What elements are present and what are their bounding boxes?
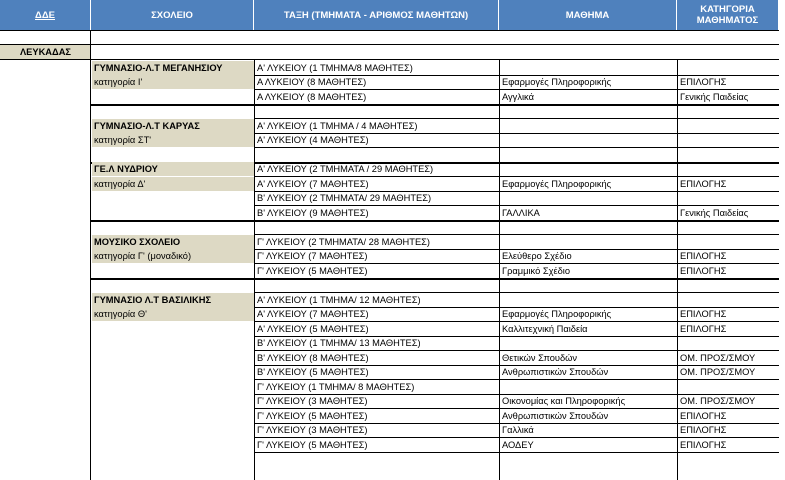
cell-school: [92, 90, 254, 104]
cell-class: [255, 278, 499, 292]
cell-category: [678, 191, 779, 205]
cell-subject: [500, 293, 677, 307]
cell-category: [678, 119, 779, 133]
cell-subject: [500, 119, 677, 133]
cell-class: [255, 220, 499, 234]
cell-category: [678, 162, 779, 176]
cell-subject: [500, 278, 677, 292]
cell-category: [678, 220, 779, 234]
cell-class: Α' ΛΥΚΕΙΟΥ (4 ΜΑΘΗΤΕΣ): [257, 135, 369, 145]
cell-class: [255, 148, 499, 162]
cell-category: [678, 380, 779, 394]
cell-class: Γ' ΛΥΚΕΙΟΥ (5 ΜΑΘΗΤΕΣ): [257, 439, 368, 450]
cell-subject: [500, 235, 677, 249]
cell-school: κατηγορία Θ': [92, 307, 254, 321]
cell-class: Β' ΛΥΚΕΙΟΥ (5 ΜΑΘΗΤΕΣ): [257, 367, 369, 377]
cell-category: [678, 61, 779, 75]
cell-subject: Καλλιτεχνική Παιδεία: [502, 323, 588, 334]
cell-school: [92, 365, 254, 379]
cell-school: [92, 206, 254, 220]
cell-school: ΓΥΜΝΑΣΙΟ Λ.Τ ΒΑΣΙΛΙΚΗΣ: [92, 293, 254, 307]
cell-class: Α' ΛΥΚΕΙΟΥ (1 ΤΜΗΜΑ/8 ΜΑΘΗΤΕΣ): [257, 62, 413, 73]
cell-subject: Θετικών Σπουδών: [502, 352, 578, 363]
cell-subject: Ανθρωπιστικών Σπουδών: [502, 410, 609, 421]
dde-name-cell: [0, 45, 91, 59]
cell-school: ΓΕ.Λ ΝΥΔΡΙΟΥ: [92, 162, 254, 176]
header-dde: [0, 0, 91, 30]
cell-subject: Εφαρμογές Πληροφορικής: [502, 309, 612, 319]
row-separator: [254, 452, 779, 453]
cell-subject: Εφαρμογές Πληροφορικής: [502, 178, 612, 189]
cell-class: Α' ΛΥΚΕΙΟΥ (1 ΤΜΗΜΑ/ 12 ΜΑΘΗΤΕΣ): [257, 294, 421, 305]
cell-category: ΕΠΙΛΟΓΗΣ: [680, 77, 727, 87]
cell-category: ΕΠΙΛΟΓΗΣ: [680, 265, 727, 276]
cell-class: Γ' ΛΥΚΕΙΟΥ (5 ΜΑΘΗΤΕΣ): [257, 265, 368, 276]
cell-subject: [500, 61, 677, 75]
column-divider: [499, 60, 500, 480]
cell-category: ΟΜ. ΠΡΟΣ/ΣΜΟΥ: [680, 396, 756, 406]
cell-school: [92, 351, 254, 365]
header-category-line1: ΚΑΤΗΓΟΡΙΑ: [700, 4, 755, 15]
cell-class: Β' ΛΥΚΕΙΟΥ (8 ΜΑΘΗΤΕΣ): [257, 352, 369, 363]
cell-subject: Αγγλικά: [502, 91, 534, 102]
cell-subject: ΑΟΔΕΥ: [502, 439, 534, 450]
header-dde-label: ΔΔΕ: [35, 9, 55, 21]
header-category-line2: ΜΑΘΗΜΑΤΟΣ: [696, 15, 759, 26]
cell-category: ΕΠΙΛΟΓΗΣ: [680, 178, 727, 189]
cell-school: [92, 423, 254, 437]
column-divider: [677, 60, 678, 480]
cell-subject: [500, 336, 677, 350]
cell-class: Α' ΛΥΚΕΙΟΥ (5 ΜΑΘΗΤΕΣ): [257, 323, 369, 334]
cell-subject: Οικονομίας και Πληροφορικής: [502, 396, 626, 406]
cell-subject: [500, 162, 677, 176]
cell-class: [255, 104, 499, 118]
cell-subject: Γαλλικά: [502, 425, 534, 435]
cell-school: [92, 409, 254, 423]
cell-class: Α' ΛΥΚΕΙΟΥ (1 ΤΜΗΜΑ / 4 ΜΑΘΗΤΕΣ): [257, 120, 418, 131]
cell-subject: [500, 104, 677, 118]
cell-school: κατηγορία ΣΤ': [92, 133, 254, 147]
cell-subject: Ανθρωπιστικών Σπουδών: [502, 367, 609, 377]
cell-school: [92, 394, 254, 408]
cell-subject: [500, 148, 677, 162]
cell-category: [678, 293, 779, 307]
cell-school: κατηγορία Γ' (μοναδικό): [92, 249, 254, 263]
cell-category: ΟΜ. ΠΡΟΣ/ΣΜΟΥ: [680, 352, 756, 363]
cell-class: Γ' ΛΥΚΕΙΟΥ (7 ΜΑΘΗΤΕΣ): [257, 251, 368, 261]
cell-class: Γ' ΛΥΚΕΙΟΥ (5 ΜΑΘΗΤΕΣ): [257, 410, 368, 421]
cell-school: [92, 438, 254, 452]
cell-school: [92, 220, 254, 234]
cell-category: ΕΠΙΛΟΓΗΣ: [680, 251, 727, 261]
cell-class: Α' ΛΥΚΕΙΟΥ (2 ΤΜΗΜΑΤΑ / 29 ΜΑΘΗΤΕΣ): [257, 164, 434, 174]
cell-school: [92, 336, 254, 350]
cell-category: [678, 133, 779, 147]
cell-category: [678, 278, 779, 292]
cell-class: Α' ΛΥΚΕΙΟΥ (7 ΜΑΘΗΤΕΣ): [257, 309, 369, 319]
cell-class: Α' ΛΥΚΕΙΟΥ (7 ΜΑΘΗΤΕΣ): [257, 178, 369, 189]
cell-subject: [500, 220, 677, 234]
header-subject-label: ΜΑΘΗΜΑ: [565, 9, 610, 21]
cell-category: ΟΜ. ΠΡΟΣ/ΣΜΟΥ: [680, 367, 756, 377]
cell-class: Β' ΛΥΚΕΙΟΥ (1 ΤΜΗΜΑ/ 13 ΜΑΘΗΤΕΣ): [257, 338, 421, 348]
cell-category: ΕΠΙΛΟΓΗΣ: [680, 410, 727, 421]
header-subject: [499, 0, 677, 30]
cell-category: [678, 336, 779, 350]
header-class: [254, 0, 499, 30]
grid-line: [0, 44, 779, 45]
grid-line: [0, 30, 779, 31]
cell-school: ΓΥΜΝΑΣΙΟ-Λ.Τ ΚΑΡΥΑΣ: [92, 119, 254, 133]
cell-class: Α ΛΥΚΕΙΟΥ (8 ΜΑΘΗΤΕΣ): [257, 91, 367, 102]
cell-category: [678, 104, 779, 118]
column-divider: [90, 30, 91, 480]
dde-name: ΛΕΥΚΑΔΑΣ: [19, 47, 71, 57]
header-school-label: ΣΧΟΛΕΙΟ: [151, 9, 193, 21]
cell-subject: Ελεύθερο Σχέδιο: [502, 251, 572, 261]
grid-line: [0, 59, 779, 60]
cell-category: Γενικής Παιδείας: [680, 207, 749, 218]
cell-class: Γ' ΛΥΚΕΙΟΥ (1 ΤΜΗΜΑ/ 8 ΜΑΘΗΤΕΣ): [257, 381, 415, 392]
cell-school: [92, 322, 254, 336]
cell-subject: [500, 133, 677, 147]
cell-category: ΕΠΙΛΟΓΗΣ: [680, 309, 727, 319]
cell-class: Β' ΛΥΚΕΙΟΥ (2 ΤΜΗΜΑΤΑ/ 29 ΜΑΘΗΤΕΣ): [257, 193, 432, 203]
cell-school: [92, 264, 254, 278]
cell-school: [92, 104, 254, 118]
cell-school: κατηγορία Ι': [92, 75, 254, 89]
cell-subject: Εφαρμογές Πληροφορικής: [502, 77, 612, 87]
cell-class: Α ΛΥΚΕΙΟΥ (8 ΜΑΘΗΤΕΣ): [257, 77, 367, 87]
header-school: [91, 0, 254, 30]
cell-class: Γ' ΛΥΚΕΙΟΥ (3 ΜΑΘΗΤΕΣ): [257, 425, 368, 435]
cell-category: [678, 148, 779, 162]
cell-subject: [500, 191, 677, 205]
cell-school: κατηγορία Δ': [92, 177, 254, 191]
cell-school: ΜΟΥΣΙΚΟ ΣΧΟΛΕΙΟ: [92, 235, 254, 249]
cell-school: [92, 278, 254, 292]
cell-school: ΓΥΜΝΑΣΙΟ-Λ.Τ ΜΕΓΑΝΗΣΙΟΥ: [92, 61, 254, 75]
cell-subject: Γραμμικό Σχέδιο: [502, 265, 571, 276]
cell-class: Γ' ΛΥΚΕΙΟΥ (3 ΜΑΘΗΤΕΣ): [257, 396, 368, 406]
cell-category: Γενικής Παιδείας: [680, 91, 749, 102]
cell-category: ΕΠΙΛΟΓΗΣ: [680, 425, 727, 435]
cell-class: Β' ΛΥΚΕΙΟΥ (9 ΜΑΘΗΤΕΣ): [257, 207, 369, 218]
cell-school: [92, 380, 254, 394]
header-class-label: ΤΑΞΗ (ΤΜΗΜΑΤΑ - ΑΡΙΘΜΟΣ ΜΑΘΗΤΩΝ): [283, 9, 469, 21]
cell-subject: ΓΑΛΛΙΚΑ: [502, 207, 540, 218]
header-category: [677, 0, 779, 30]
cell-category: ΕΠΙΛΟΓΗΣ: [680, 439, 727, 450]
cell-category: [678, 235, 779, 249]
cell-category: ΕΠΙΛΟΓΗΣ: [680, 323, 727, 334]
cell-subject: [500, 380, 677, 394]
cell-school: [92, 148, 254, 162]
cell-class: Γ' ΛΥΚΕΙΟΥ (2 ΤΜΗΜΑΤΑ/ 28 ΜΑΘΗΤΕΣ): [257, 236, 430, 247]
cell-school: [92, 191, 254, 205]
column-divider: [254, 60, 255, 480]
